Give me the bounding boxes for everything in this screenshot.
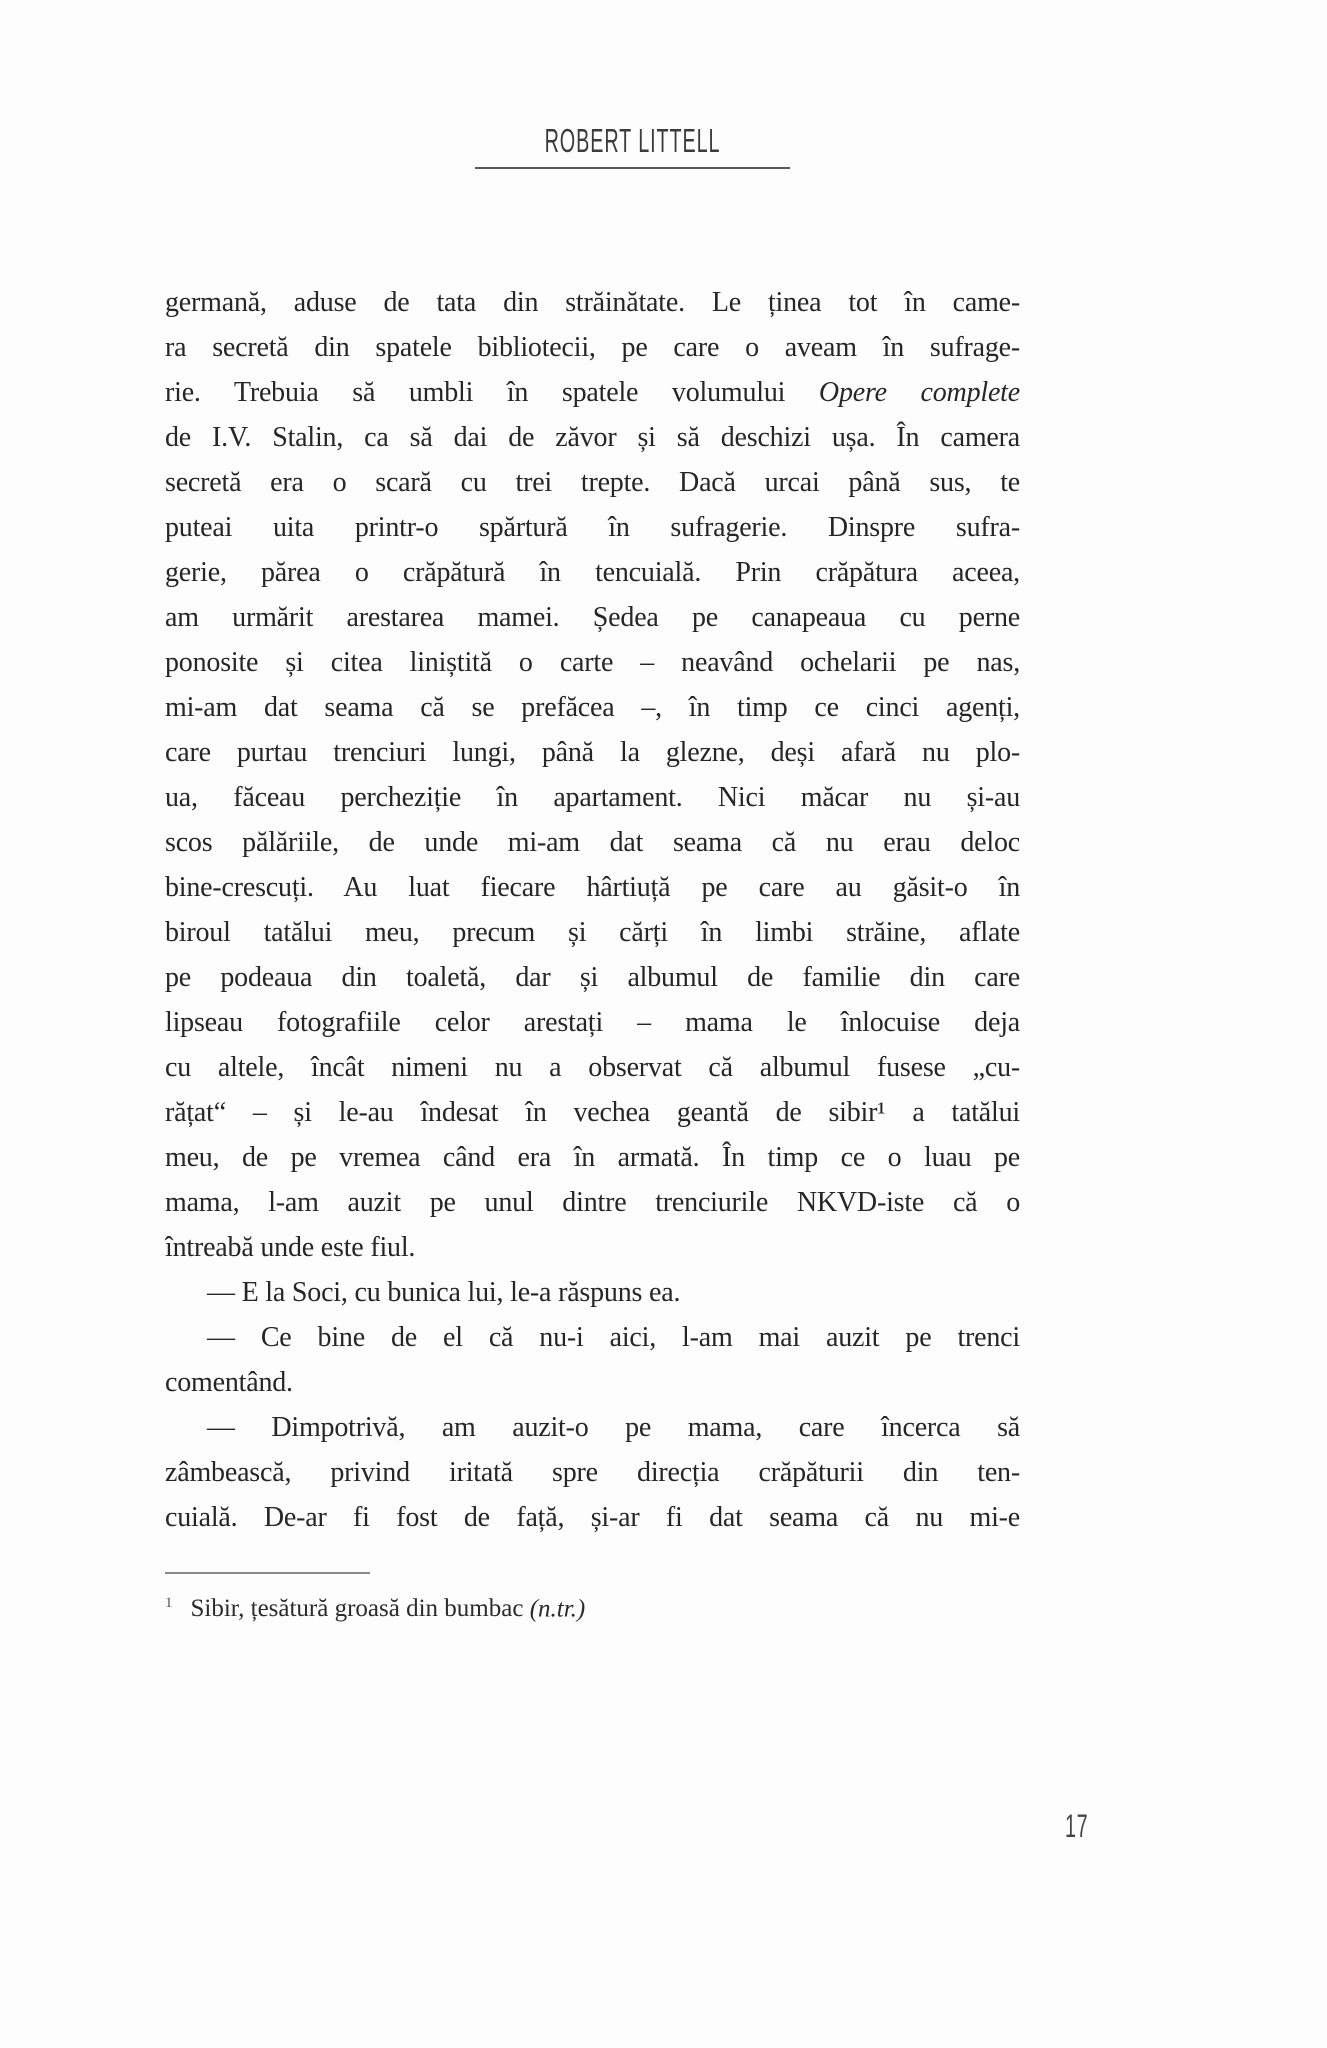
text-line: — Dimpotrivă, am auzit-o pe mama, care încerca să <box>207 1412 1020 1443</box>
body-text <box>165 280 1020 1540</box>
text-line: pe podeaua din toaletă, dar și albumul de familie din care <box>165 962 1020 993</box>
running-header <box>475 124 790 157</box>
text-line: mama, l-am auzit pe unul dintre trenciurile NKVD-iste că o <box>165 1187 1020 1218</box>
text-line: gerie, părea o crăpătură în tencuială. Prin crăpătura aceea, <box>165 557 1020 588</box>
text-line: mi-am dat seama că se prefăcea –, în timp ce cinci agenți, <box>165 692 1020 723</box>
footnote <box>165 1586 1020 1626</box>
footnote-marker: 1 <box>165 1595 173 1611</box>
text-line: ra secretă din spatele bibliotecii, pe care o aveam în sufrage- <box>165 332 1020 363</box>
text-line: rie. Trebuia să umbli în spatele volumului Opere complete <box>165 377 1020 408</box>
text-line: comentând. <box>165 1367 293 1398</box>
text-line: bine-crescuți. Au luat fiecare hârtiuță pe care au găsit-o în <box>165 872 1020 903</box>
footnote-rule <box>165 1572 370 1574</box>
footnote-text: Sibir, țesătură groasă din bumbac <box>190 1595 530 1623</box>
text-line: ponosite și citea liniștită o carte – neavând ochelarii pe nas, <box>165 647 1020 678</box>
text-line: ua, făceau percheziție în apartament. Nici măcar nu și-au <box>165 782 1020 813</box>
header-rule <box>475 167 790 169</box>
text-line: secretă era o scară cu trei trepte. Dacă urcai până sus, te <box>165 467 1020 498</box>
text-line: întreabă unde este fiul. <box>165 1232 416 1263</box>
text-line: de I.V. Stalin, ca să dai de zăvor și să deschizi ușa. În camera <box>165 422 1020 453</box>
text-line: meu, de pe vremea când era în armată. În timp ce o luau pe <box>165 1142 1020 1173</box>
text-line: zâmbească, privind iritată spre direcția crăpăturii din ten- <box>165 1457 1020 1488</box>
author-name: ROBERT LITTELL <box>544 122 721 159</box>
text-line: care purtau trenciuri lungi, până la glezne, deși afară nu plo- <box>165 737 1020 768</box>
text-line: lipseau fotografiile celor arestați – mama le înlocuise deja <box>165 1007 1020 1038</box>
text-line: cuială. De-ar fi fost de față, și-ar fi dat seama că nu mi-e <box>165 1502 1020 1533</box>
text-line: — E la Soci, cu bunica lui, le-a răspuns ea. <box>207 1277 681 1308</box>
text-line: — Ce bine de el că nu-i aici, l-am mai auzit pe trenci <box>207 1322 1020 1353</box>
text-line: am urmărit arestarea mamei. Ședea pe canapeaua cu perne <box>165 602 1020 633</box>
page-number: 17 <box>1065 1808 1089 1844</box>
footnote-translator-abbr: (n.tr.) <box>529 1595 586 1623</box>
text-line: scos pălăriile, de unde mi-am dat seama că nu erau deloc <box>165 827 1020 858</box>
text-line: puteai uita printr-o spărtură în sufragerie. Dinspre sufra- <box>165 512 1020 543</box>
text-line: rățat“ – și le-au îndesat în vechea geantă de sibir¹ a tatălui <box>165 1097 1020 1128</box>
text-line: biroul tatălui meu, precum și cărți în limbi străine, aflate <box>165 917 1020 948</box>
text-line: cu altele, încât nimeni nu a observat că albumul fusese „cu- <box>165 1052 1020 1083</box>
text-line: germană, aduse de tata din străinătate. Le ținea tot în came- <box>165 287 1020 318</box>
